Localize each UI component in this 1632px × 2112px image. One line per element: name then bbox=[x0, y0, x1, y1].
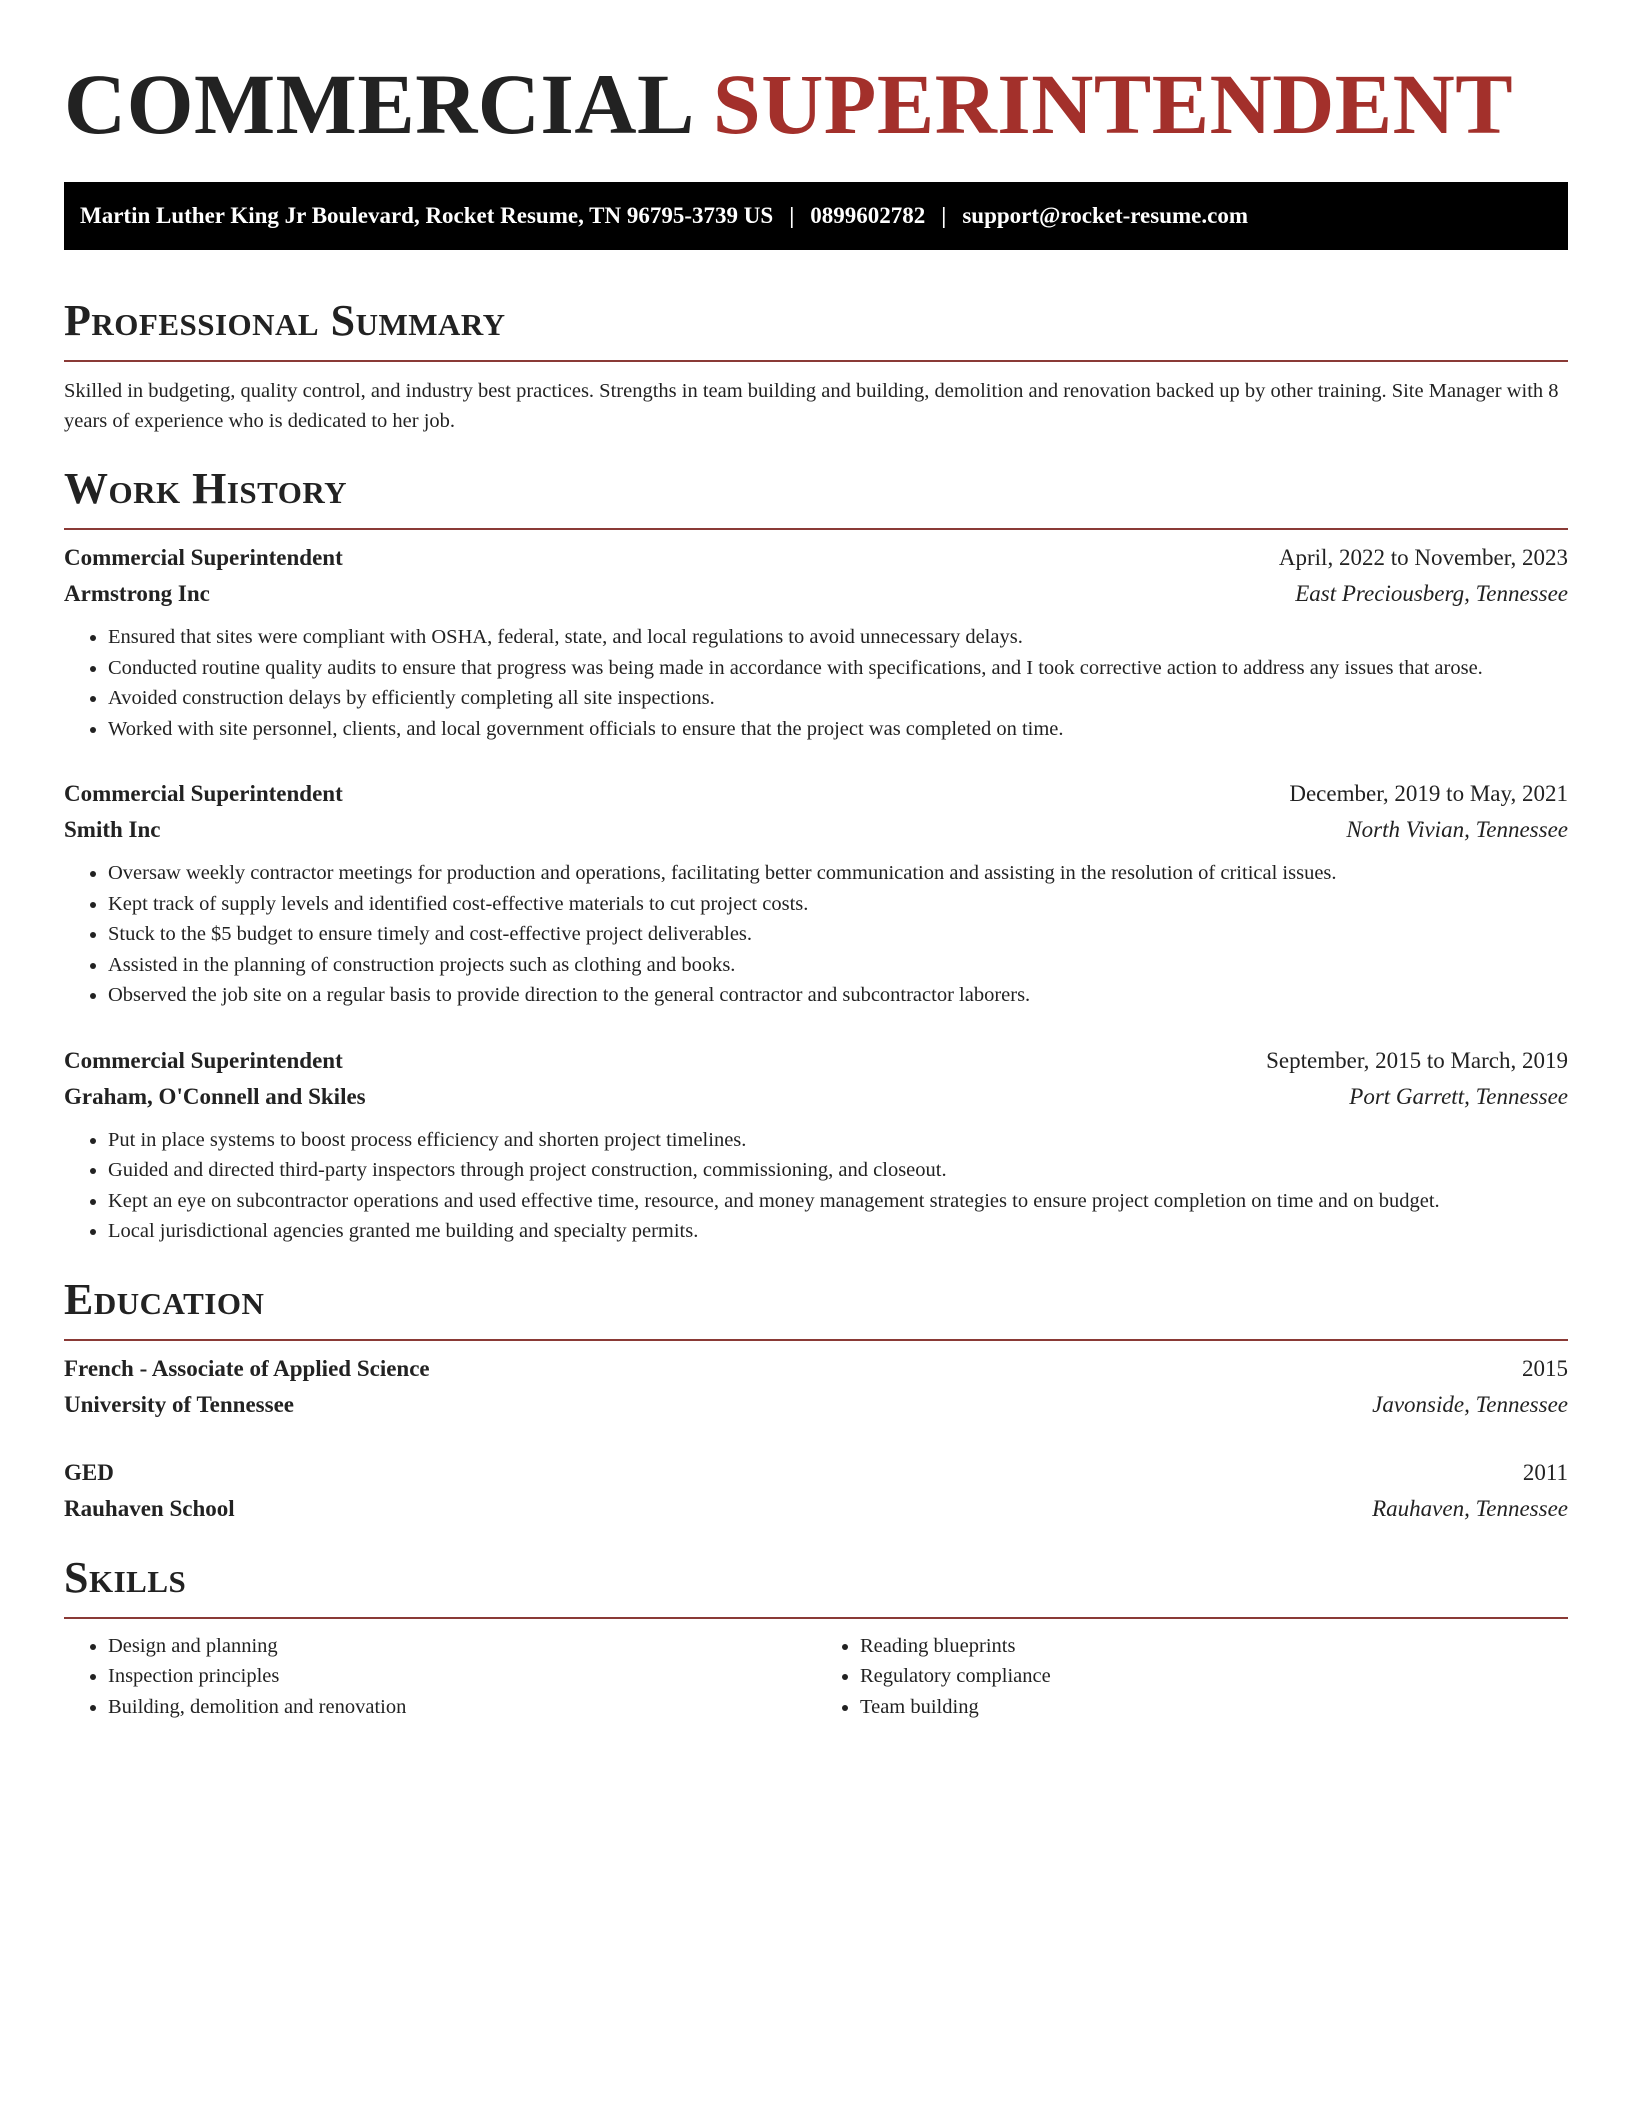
job-dates: September, 2015 to March, 2019 bbox=[1266, 1047, 1568, 1073]
section-title-work-history: Work History bbox=[64, 464, 348, 513]
list-item: • Local jurisdictional agencies granted me building and specialty permits. bbox=[108, 1216, 1568, 1247]
education-degree-row bbox=[64, 1455, 1568, 1491]
skill-item: • Regulatory compliance bbox=[860, 1661, 1568, 1692]
section-title-education: Education bbox=[64, 1274, 265, 1324]
list-item: • Guided and directed third-party inspectors through project construction, commissioning, and closeout. bbox=[108, 1155, 1568, 1186]
skill-item: • Design and planning bbox=[108, 1631, 816, 1662]
job-location: Port Garrett, Tennessee bbox=[1349, 1083, 1568, 1109]
job-company-row bbox=[64, 812, 1568, 848]
job-title: Commercial Superintendent bbox=[64, 1047, 343, 1073]
job-entry bbox=[64, 1043, 1568, 1247]
list-item: • Oversaw weekly contractor meetings for production and operations, facilitating better communication and assisting in the resolution of critical issues. bbox=[108, 858, 1568, 889]
name-last: SUPERINTENDENT bbox=[712, 56, 1514, 152]
list-item: • Kept an eye on subcontractor operations and used effective time, resource, and money management strategies to ensure project completion on time and on budget. bbox=[108, 1186, 1568, 1217]
skill-item: • Reading blueprints bbox=[860, 1631, 1568, 1662]
education-location: Rauhaven, Tennessee bbox=[1372, 1495, 1568, 1521]
education-entry bbox=[64, 1455, 1568, 1527]
job-location: East Preciousberg, Tennessee bbox=[1295, 581, 1568, 606]
job-title-row bbox=[64, 776, 1568, 812]
name-first: COMMERCIAL bbox=[64, 56, 695, 152]
section-divider bbox=[64, 360, 1568, 362]
skills-grid bbox=[64, 1631, 1568, 1723]
list-item: • Observed the job site on a regular basis to provide direction to the general contractor and subcontractor laborers. bbox=[108, 980, 1568, 1011]
job-bullets bbox=[64, 622, 1568, 744]
education-school: University of Tennessee bbox=[64, 1391, 294, 1417]
education-school: Rauhaven School bbox=[64, 1495, 235, 1521]
education-school-row bbox=[64, 1387, 1568, 1423]
section-title-summary: Professional Summary bbox=[64, 296, 506, 345]
job-company: Graham, O'Connell and Skiles bbox=[64, 1083, 366, 1109]
job-company: Armstrong Inc bbox=[64, 581, 210, 606]
section-title-skills: Skills bbox=[64, 1552, 187, 1602]
education-entry bbox=[64, 1351, 1568, 1423]
job-location: North Vivian, Tennessee bbox=[1346, 817, 1568, 842]
education-section bbox=[64, 1275, 1568, 1527]
list-item: • Stuck to the $5 budget to ensure timely and cost-effective project deliverables. bbox=[108, 919, 1568, 950]
education-year: 2015 bbox=[1522, 1355, 1568, 1381]
summary-section bbox=[64, 296, 1568, 436]
summary-text: Skilled in budgeting, quality control, and industry best practices. Strengths in team building and building, demolition and renovation backed up by other training. Site Manager with 8 years of experience who is dedicated to her job. bbox=[64, 380, 1559, 432]
job-entry bbox=[64, 776, 1568, 1011]
job-company-row bbox=[64, 576, 1568, 612]
education-year: 2011 bbox=[1522, 1459, 1568, 1485]
job-entry bbox=[64, 540, 1568, 744]
skills-section bbox=[64, 1553, 1568, 1723]
contact-separator: | bbox=[789, 203, 795, 228]
job-title-row bbox=[64, 1043, 1568, 1079]
job-company: Smith Inc bbox=[64, 817, 161, 842]
job-title: Commercial Superintendent bbox=[64, 781, 343, 806]
job-dates: December, 2019 to May, 2021 bbox=[1289, 781, 1568, 806]
list-item: • Kept track of supply levels and identified cost-effective materials to cut project costs. bbox=[108, 889, 1568, 920]
skill-item: • Team building bbox=[860, 1692, 1568, 1723]
contact-phone: 0899602782 bbox=[810, 203, 926, 228]
contact-bar bbox=[64, 182, 1568, 250]
work-history-section bbox=[64, 464, 1568, 1247]
education-location: Javonside, Tennessee bbox=[1372, 1391, 1568, 1417]
job-title: Commercial Superintendent bbox=[64, 545, 343, 570]
education-degree: French - Associate of Applied Science bbox=[64, 1355, 430, 1381]
section-divider bbox=[64, 1617, 1568, 1619]
list-item: • Ensured that sites were compliant with OSHA, federal, state, and local regulations to avoid unnecessary delays. bbox=[108, 622, 1568, 653]
job-dates: April, 2022 to November, 2023 bbox=[1278, 545, 1568, 570]
list-item: • Put in place systems to boost process efficiency and shorten project timelines. bbox=[108, 1125, 1568, 1156]
skills-list-left bbox=[64, 1631, 816, 1723]
education-degree-row bbox=[64, 1351, 1568, 1387]
job-bullets bbox=[64, 1125, 1568, 1247]
resume-name bbox=[64, 0, 1568, 152]
list-item: • Avoided construction delays by efficiently completing all site inspections. bbox=[108, 683, 1568, 714]
skill-item: • Building, demolition and renovation bbox=[108, 1692, 816, 1723]
skills-list-right bbox=[816, 1631, 1568, 1723]
job-title-row bbox=[64, 540, 1568, 576]
job-bullets bbox=[64, 858, 1568, 1011]
list-item: • Assisted in the planning of construction projects such as clothing and books. bbox=[108, 950, 1568, 981]
contact-email: support@rocket-resume.com bbox=[962, 203, 1248, 228]
skill-item: • Inspection principles bbox=[108, 1661, 816, 1692]
list-item: • Worked with site personnel, clients, and local government officials to ensure that the project was completed on time. bbox=[108, 714, 1568, 745]
education-degree: GED bbox=[64, 1459, 114, 1485]
section-divider bbox=[64, 528, 1568, 530]
list-item: • Conducted routine quality audits to ensure that progress was being made in accordance with specifications, and I took corrective action to address any issues that arose. bbox=[108, 653, 1568, 684]
education-school-row bbox=[64, 1491, 1568, 1527]
job-company-row bbox=[64, 1079, 1568, 1115]
contact-address: Martin Luther King Jr Boulevard, Rocket Resume, TN 96795-3739 US bbox=[80, 203, 774, 228]
contact-separator: | bbox=[941, 203, 947, 228]
section-divider bbox=[64, 1339, 1568, 1341]
